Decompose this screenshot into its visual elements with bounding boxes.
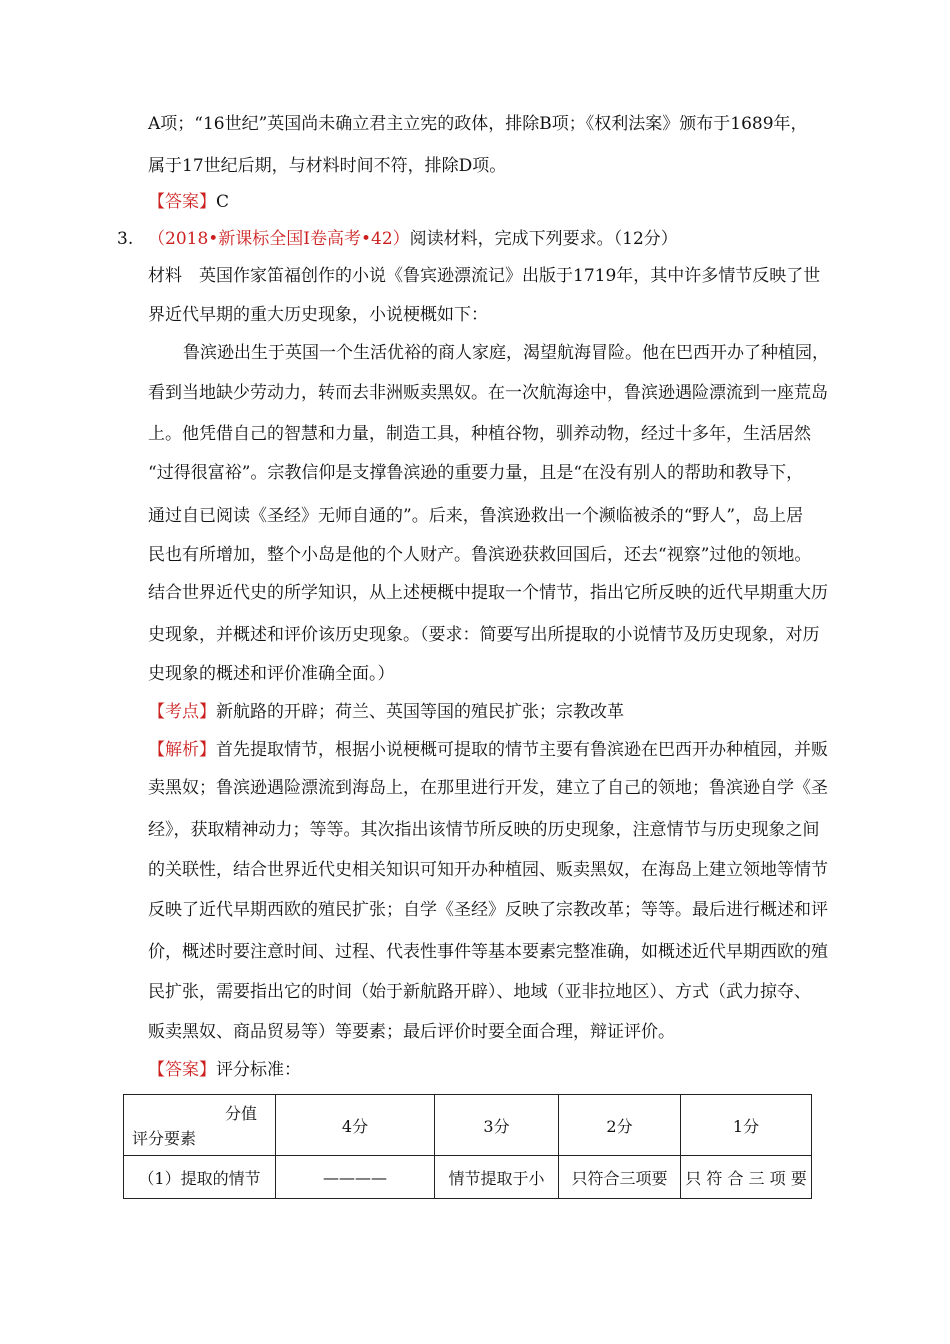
summary-line: 看到当地缺少劳动力，转而去非洲贩卖黑奴。在一次航海途中，鲁滨逊遇险漂流到一座荒岛	[148, 383, 828, 403]
answer-value: C	[216, 192, 230, 212]
task-line: 史现象的概述和评价准确全面。）	[148, 664, 395, 684]
table-corner-cell	[124, 1095, 276, 1156]
summary-line: 通过自已阅读《圣经》无师自通的”。后来，鲁滨逊救出一个濒临被杀的“野人”，岛上居	[148, 506, 804, 526]
table-header-cell: 3分	[435, 1095, 559, 1156]
table-header-cell: 1分	[681, 1095, 812, 1156]
corner-top-label: 分值	[224, 1104, 257, 1123]
jiexi-line: 的关联性，结合世界近代史相关知识可知开办种植园、贩卖黑奴，在海岛上建立领地等情节	[148, 860, 828, 880]
table-header-cell: 4分	[276, 1095, 435, 1156]
kaodian-tag: 【考点】	[148, 702, 216, 722]
jiexi-line: 贩卖黑奴、商品贸易等）等要素；最后评价时要全面合理，辩证评价。	[148, 1022, 675, 1042]
jiexi-tag: 【解析】	[148, 740, 216, 760]
summary-line: 上。他凭借自己的智慧和力量，制造工具，种植谷物，驯养动物，经过十多年，生活居然	[148, 424, 811, 444]
jiexi-line: 卖黑奴；鲁滨逊遇险漂流到海岛上，在那里进行开发，建立了自己的领地；鲁滨逊自学《圣	[148, 778, 828, 798]
prev-analysis-line-2: 属于17世纪后期，与材料时间不符，排除D项。	[148, 156, 507, 176]
answer-text: 评分标准：	[216, 1060, 301, 1080]
material-intro-line: 材料 英国作家笛福创作的小说《鲁宾逊漂流记》出版于1719年，其中许多情节反映了世	[148, 266, 821, 286]
table-cell: （1）提取的情节	[124, 1156, 276, 1199]
summary-line: 鲁滨逊出生于英国一个生活优裕的商人家庭，渴望航海冒险。他在巴西开办了种植园，	[183, 343, 829, 363]
jiexi-line: 民扩张，需要指出它的时间（始于新航路开辟）、地域（亚非拉地区）、方式（武力掠夺、	[148, 982, 811, 1002]
table-cell: 只符合三项要	[559, 1156, 681, 1199]
answer-line	[148, 1058, 301, 1082]
kaodian-text: 新航路的开辟；荷兰、英国等国的殖民扩张；宗教改革	[216, 702, 624, 722]
table-cell: 只 符 合 三 项 要	[681, 1156, 812, 1199]
jiexi-line: 经》，获取精神动力；等等。其次指出该情节所反映的历史现象，注意情节与历史现象之间	[148, 820, 820, 840]
question-number: 3.	[117, 229, 134, 249]
corner-bottom-label: 评分要素	[132, 1129, 197, 1148]
table-row	[124, 1156, 812, 1199]
answer-tag: 【答案】	[148, 192, 216, 212]
scoring-table	[123, 1094, 812, 1199]
table-cell: ————	[276, 1156, 435, 1199]
jiexi-line: 反映了近代早期西欧的殖民扩张；自学《圣经》反映了宗教改革；等等。最后进行概述和评	[148, 900, 828, 920]
prev-analysis-line-1: A项；“16世纪”英国尚未确立君主立宪的政体，排除B项；《权利法案》颁布于1689年，	[148, 114, 808, 134]
question-source: （2018•新课标全国Ⅰ卷高考•42）	[148, 229, 410, 249]
question-header	[148, 227, 678, 251]
summary-line: “过得很富裕”。宗教信仰是支撑鲁滨逊的重要力量，且是“在没有别人的帮助和教导下，	[148, 463, 804, 483]
table-cell: 情节提取于小	[435, 1156, 559, 1199]
summary-line: 民也有所增加，整个小岛是他的个人财产。鲁滨逊获救回国后，还去“视察”过他的领地。	[148, 545, 812, 565]
jiexi-first-line	[148, 738, 828, 762]
table-header-cell: 2分	[559, 1095, 681, 1156]
task-line: 史现象，并概述和评价该历史现象。（要求：简要写出所提取的小说情节及历史现象，对历	[148, 625, 820, 645]
jiexi-line: 价，概述时要注意时间、过程、代表性事件等基本要素完整准确，如概述近代早期西欧的殖	[148, 942, 828, 962]
answer-tag: 【答案】	[148, 1060, 216, 1080]
kaodian	[148, 700, 624, 724]
task-line: 结合世界近代史的所学知识，从上述梗概中提取一个情节，指出它所反映的近代早期重大历	[148, 583, 828, 603]
jiexi-text: 首先提取情节，根据小说梗概可提取的情节主要有鲁滨逊在巴西开办种植园，并贩	[216, 740, 828, 760]
material-intro-line: 界近代早期的重大历史现象，小说梗概如下：	[148, 305, 488, 325]
prev-answer	[148, 190, 229, 214]
question-prompt: 阅读材料，完成下列要求。（12分）	[409, 229, 678, 249]
